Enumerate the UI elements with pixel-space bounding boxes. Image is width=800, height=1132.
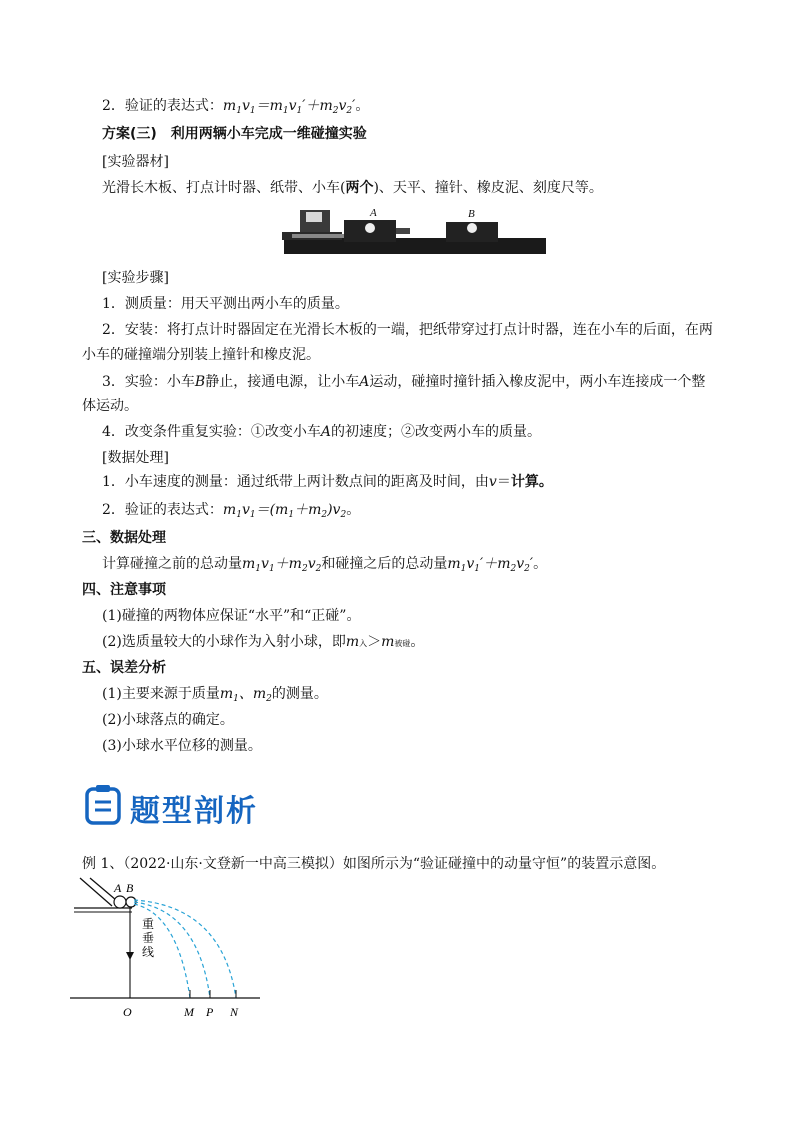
section-4-title: 四、注意事项 (82, 582, 166, 598)
equipment-heading: [实验器材] (102, 154, 169, 170)
sec3-text-1: 计算碰撞之前的总动量 (102, 556, 242, 572)
text-suffix: 。 (355, 98, 370, 114)
ramp-lower (90, 878, 116, 900)
sec5-text-1: (1)主要来源于质量 (102, 686, 220, 702)
sec4-gt: ＞ (367, 634, 382, 650)
formula-before: $m_1v_1+m_2v_2$ (242, 556, 322, 574)
section-5-item-3: (3)小球水平位移的测量。 (102, 738, 262, 754)
label-p: P (206, 1005, 214, 1019)
cart-a-hole (365, 223, 375, 233)
step4-text-1: 4．改变条件重复实验：①改变小车 (102, 424, 321, 440)
label-n: N (230, 1005, 239, 1019)
expression-line-2 (102, 96, 369, 116)
section-3-text (102, 554, 547, 574)
plumb-char-2: 垂 (142, 931, 155, 945)
step-1: 1．测质量：用天平测出两小车的质量。 (102, 296, 349, 312)
sec4-m1: m (345, 634, 360, 650)
sec3-text-2: 和碰撞之后的总动量 (321, 556, 448, 572)
formula-combined: $m_1v_1=(m_1+m_2)v_2$ (222, 502, 347, 520)
equipment-text-end: )、天平、撞针、橡皮泥、刻度尺等。 (373, 180, 603, 196)
data-1 (102, 472, 553, 492)
data-2 (102, 500, 360, 520)
label-m: M (184, 1005, 194, 1019)
data1-bold: 计算。 (510, 474, 553, 490)
timer-window (306, 212, 322, 222)
label-ball-a: A (114, 881, 122, 895)
equipment-list (102, 178, 603, 198)
step-2-line-2: 小车的碰撞端分别装上撞针和橡皮泥。 (82, 347, 320, 363)
sec3-text-3: 。 (533, 556, 548, 572)
step3-text-1: 3．实验：小车 (102, 374, 195, 390)
data1-eq: ＝ (496, 474, 511, 490)
ball-a (114, 896, 126, 908)
step4-cart-a: A (320, 424, 332, 440)
data2-suffix: 。 (346, 502, 361, 518)
sec4-sub-hit: 被碰 (394, 639, 411, 648)
cart-b-hole (467, 223, 477, 233)
step-2-line-1: 2．安装：将打点计时器固定在光滑长木板的一端，把纸带穿过打点计时器，连在小车的后面，在两 (102, 322, 713, 338)
example-1-text: 例 1、（2022·山东·文登新一中高三模拟）如图所示为“验证碰撞中的动量守恒”的装置示意图。 (82, 856, 666, 872)
plumb-arrow (126, 952, 134, 960)
plan3-heading: 方案(三) 利用两辆小车完成一维碰撞实验 (102, 126, 367, 142)
equipment-bold: 两个 (345, 180, 374, 196)
equipment-text: 光滑长木板、打点计时器、纸带、小车( (102, 180, 346, 196)
plumb-char-3: 线 (142, 945, 155, 959)
formula-after: $m_1v_1'+m_2v_2'$ (447, 556, 534, 574)
section-4-item-1: (1)碰撞的两物体应保证“水平”和“正碰”。 (102, 608, 361, 624)
sec4-sub-in: 入 (359, 639, 368, 648)
sec4-text: (2)选质量较大的小球作为入射小球，即 (102, 634, 346, 650)
step-3-line-1 (102, 372, 705, 392)
clipboard-icon (84, 784, 122, 826)
label-b: B (468, 208, 475, 220)
label-o: O (123, 1005, 132, 1019)
sec5-text-2: 的测量。 (271, 686, 328, 702)
step-4 (102, 422, 541, 442)
text-prefix: 2．验证的表达式： (102, 98, 223, 114)
formula-momentum: $m_1v_1=m_1v_1'+m_2v_2'$ (222, 98, 356, 116)
label-a: A (370, 207, 377, 219)
formula-masses: $m_1$、$m_2$ (219, 686, 272, 704)
section-5-item-2: (2)小球落点的确定。 (102, 712, 234, 728)
plumb-char-1: 重 (142, 917, 155, 931)
data-heading: [数据处理] (102, 450, 169, 466)
collision-apparatus-diagram (70, 872, 270, 1020)
step3-text-3: 运动，碰撞时撞针插入橡皮泥中，两小车连接成一个整 (369, 374, 706, 390)
track-board (284, 238, 546, 254)
data1-text: 1．小车速度的测量：通过纸带上两计数点间的距离及时间，由 (102, 474, 489, 490)
sec4-m2: m (381, 634, 395, 650)
carts-photo (282, 204, 548, 258)
step3-cart-a: A (359, 374, 370, 390)
section-4-item-2 (102, 632, 424, 654)
data2-prefix: 2．验证的表达式： (102, 502, 223, 518)
label-ball-b: B (126, 881, 134, 895)
step3-text-2: 静止，接通电源，让小车 (205, 374, 360, 390)
section-5-item-1 (102, 684, 328, 704)
section-5-title: 五、误差分析 (82, 660, 166, 676)
analysis-section-title: 题型剖析 (130, 794, 258, 829)
cart-a-needle (396, 228, 410, 234)
section-3-title: 三、数据处理 (82, 530, 166, 546)
step3-cart-b: B (194, 374, 206, 390)
sec4-end: 。 (410, 634, 425, 650)
steps-heading: [实验步骤] (102, 270, 169, 286)
step-3-line-2: 体运动。 (82, 398, 138, 414)
step4-text-2: 的初速度；②改变两小车的质量。 (331, 424, 542, 440)
data1-v: v (488, 474, 497, 490)
